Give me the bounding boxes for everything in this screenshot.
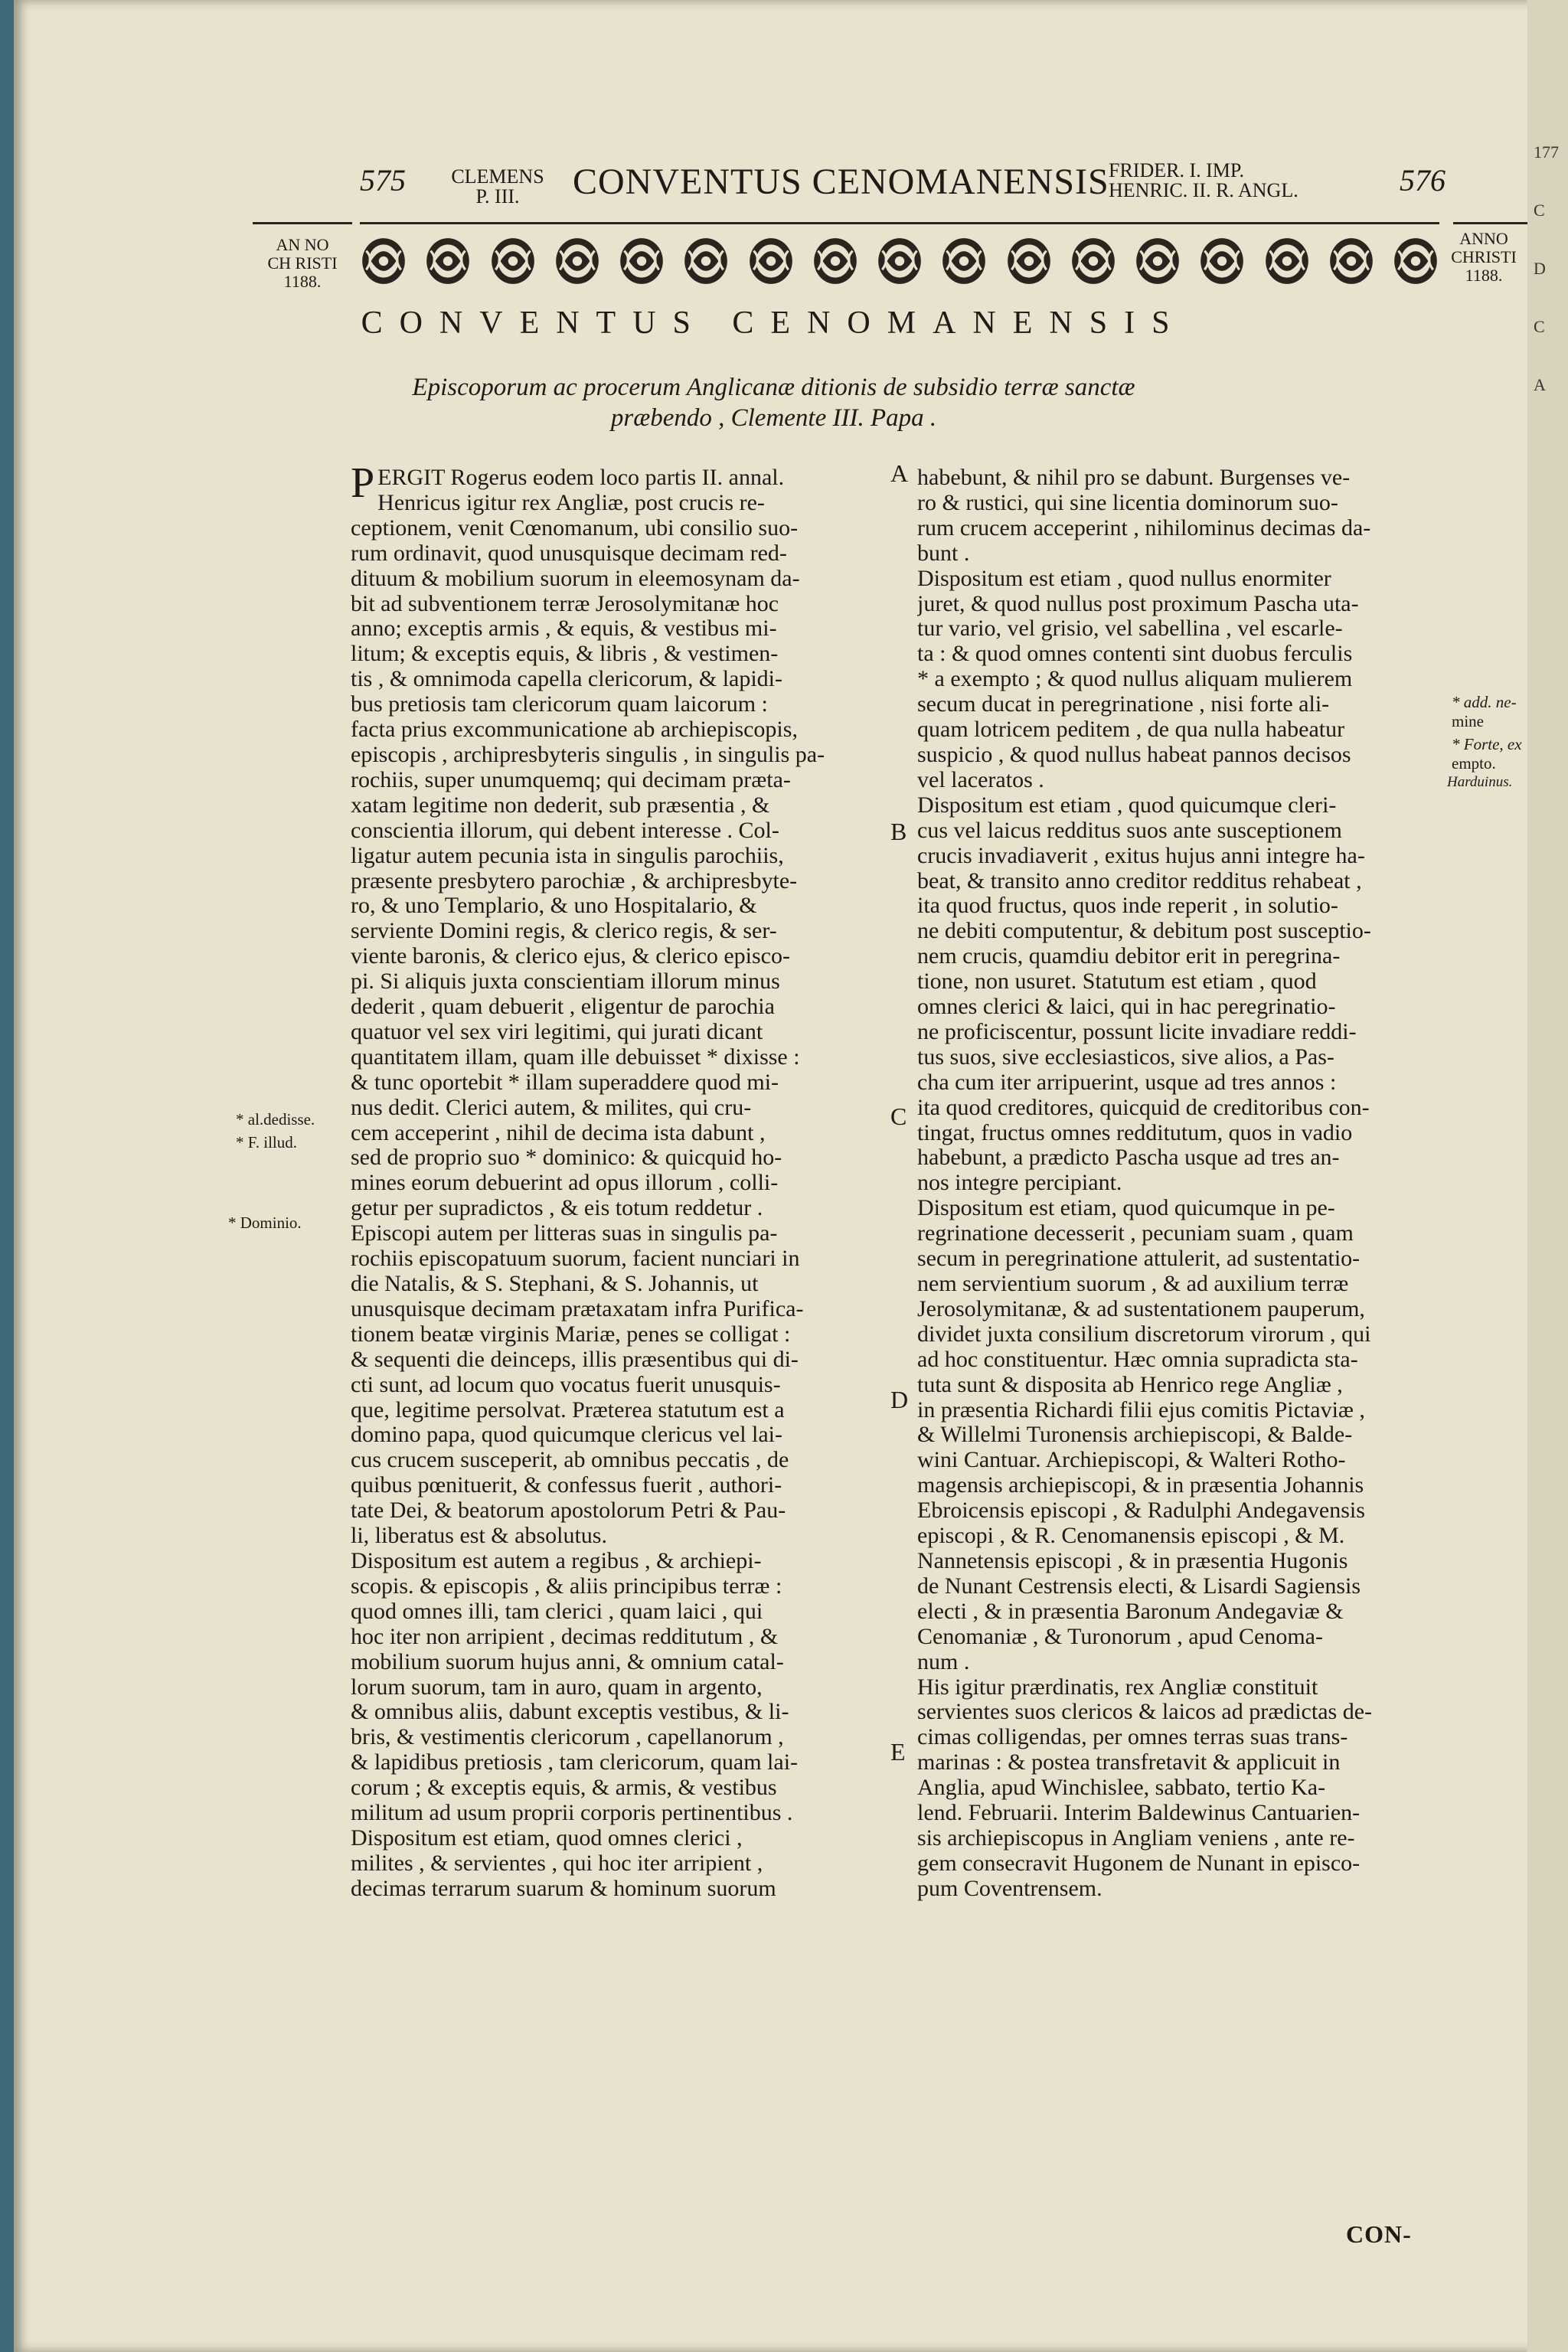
running-head-line: P. III. xyxy=(475,185,520,207)
text-line: rum crucem acceperint , nihilominus decimas da- xyxy=(917,515,1371,541)
text-line: mines eorum debuerint ad opus illorum , colli- xyxy=(351,1171,779,1196)
ornament-icon xyxy=(424,235,472,287)
text-line: rum ordinavit, quod unusquisque decimam red- xyxy=(351,541,787,566)
text-line: conscientia illorum, qui debent interesse . Col- xyxy=(351,818,779,843)
text-line: & tunc oportebit * illam superaddere quod mi- xyxy=(351,1070,779,1095)
section-letter-a: A xyxy=(890,459,909,487)
text-line: nem crucis, quamdiu debitor erit in peregrina- xyxy=(917,944,1341,969)
text-line: xatam legitime non dederit, sub præsentia , & xyxy=(351,792,770,818)
left-page-number: 575 xyxy=(360,163,406,198)
ornament-icon xyxy=(360,235,407,287)
text-line: tur vario, vel grisio, vel sabellina , vel escarle- xyxy=(917,616,1343,642)
text-line: quatuor vel sex viri legitimi, qui jurati dicant xyxy=(351,1019,763,1044)
text-line: servientes suos clericos & laicos ad prædictas de- xyxy=(917,1700,1372,1725)
anno-christi-left xyxy=(253,236,352,291)
text-line: nus dedit. Clerici autem, & milites, qui cru- xyxy=(351,1095,752,1120)
text-line: li, liberatus est & absolutus. xyxy=(351,1524,607,1549)
book-page xyxy=(14,0,1534,2352)
anno-line: 1188. xyxy=(1465,266,1503,285)
text-line: Dispositum est etiam , quod quicumque cleri- xyxy=(917,792,1337,818)
text-line: ne debiti computentur, & debitum post susceptio- xyxy=(917,919,1371,944)
next-page-edge xyxy=(1527,0,1568,2352)
anno-line: AN NO xyxy=(276,235,329,254)
ornament-icon xyxy=(489,235,537,287)
text-line: ta : & quod omnes contenti sint duobus ferculis xyxy=(917,642,1353,667)
margin-note: empto. xyxy=(1452,754,1496,773)
anno-line: 1188. xyxy=(283,272,322,291)
text-line: tingat, fructus omnes redditutum, quos in vadio xyxy=(917,1120,1353,1145)
text-line: anno; exceptis armis , & equis, & vestibus mi- xyxy=(351,616,777,642)
text-line: scopis. & episcopis , & aliis principibus terræ : xyxy=(351,1573,782,1599)
section-letter-d: D xyxy=(890,1386,909,1413)
text-line: Dispositum est etiam, quod omnes clerici , xyxy=(351,1825,743,1851)
text-line: de Nunant Cestrensis electi, & Lisardi Sagiensis xyxy=(917,1573,1361,1599)
ornament-icon xyxy=(682,235,730,287)
text-line: quam lotricem peditem , de qua nulla habeatur xyxy=(917,717,1345,743)
right-page-number: 576 xyxy=(1400,163,1446,198)
subtitle-line: Episcoporum ac procerum Anglicanæ ditionis de subsidio terræ sanctæ xyxy=(412,374,1135,401)
text-line: Episcopi autem per litteras suas in singulis pa- xyxy=(351,1221,778,1246)
ornament-icon xyxy=(1070,235,1117,287)
text-line: cus vel laicus redditus suos ante susceptionem xyxy=(917,818,1342,843)
text-line: domino papa, quod quicumque clericus vel lai- xyxy=(351,1423,783,1448)
text-line: Dispositum est etiam , quod nullus enormiter xyxy=(917,566,1331,591)
text-line: ita quod fructus, quos inde reperit , in solutio- xyxy=(917,893,1338,919)
running-title: CONVENTUS CENOMANENSIS xyxy=(573,162,1109,202)
text-line: His igitur prærdinatis, rex Angliæ constituit xyxy=(917,1674,1318,1700)
text-line: Anglia, apud Winchislee, sabbato, tertio Ka- xyxy=(917,1775,1326,1801)
margin-note: mine xyxy=(1452,712,1484,730)
margin-note: Harduinus. xyxy=(1447,774,1513,790)
left-running-head xyxy=(444,167,551,207)
text-line: beat, & transito anno creditor redditus rehabeat , xyxy=(917,868,1362,893)
anno-line: CH RISTI xyxy=(267,253,338,273)
text-line: ceptionem, venit Cœnomanum, ubi consilio suo- xyxy=(351,515,799,541)
text-line: Cenomaniæ , & Turonorum , apud Cenoma- xyxy=(917,1624,1323,1649)
text-line: tionem beatæ virginis Mariæ, penes se colligat : xyxy=(351,1321,791,1347)
ornament-icon xyxy=(747,235,795,287)
text-line: decimas terrarum suarum & hominum suorum xyxy=(351,1876,776,1901)
right-text-column xyxy=(917,466,1453,1902)
ornament-icon xyxy=(1134,235,1181,287)
rule-left xyxy=(253,222,352,224)
left-text-column xyxy=(351,459,887,1902)
text-line: ita quod creditores, quicquid de creditoribus con- xyxy=(917,1095,1370,1120)
ornament-icon xyxy=(940,235,988,287)
section-letter-e: E xyxy=(890,1738,906,1766)
text-line: ne proficiscentur, possunt licite invadiare reddi- xyxy=(917,1019,1357,1044)
text-line: quod omnes illi, tam clerici , quam laici , qui xyxy=(351,1599,763,1624)
text-line: in præsentia Richardi filii ejus comitis Pictaviæ , xyxy=(917,1397,1365,1423)
text-line: cti sunt, ad locum quo vocatus fuerit unusquis- xyxy=(351,1372,781,1397)
ornament-icon xyxy=(1263,235,1311,287)
text-line: electi , & in præsentia Baronum Andegaviæ & xyxy=(917,1599,1344,1624)
text-line: episcopis , archipresbyteris singulis , in singulis pa- xyxy=(351,742,825,767)
text-line: cha cum iter arripuerint, usque ad tres annos : xyxy=(917,1070,1337,1095)
margin-note: * F. illud. xyxy=(236,1133,298,1152)
text-line: tis , & omnimoda capella clericorum, & lapidi- xyxy=(351,667,783,692)
text-line: hoc iter non arripient , decimas redditutum , & xyxy=(351,1624,779,1649)
text-line: Jerosolymitanæ, & ad sustentationem pauperum, xyxy=(917,1296,1365,1321)
margin-note: * al.dedisse. xyxy=(236,1110,315,1129)
catchword: CON- xyxy=(1346,2220,1412,2248)
text-line: lend. Februarii. Interim Baldewinus Cantuarien- xyxy=(917,1801,1361,1826)
section-letter-b: B xyxy=(890,818,907,845)
text-line: militum ad usum proprii corporis pertinentibus . xyxy=(351,1801,793,1826)
text-line: magensis archiepiscopi, & in præsentia Johannis xyxy=(917,1473,1364,1498)
header-rule xyxy=(360,222,1439,224)
text-line: rochiis episcopatuum suorum, facient nunciari in xyxy=(351,1246,800,1272)
subtitle xyxy=(14,372,1534,433)
text-line: sis archiepiscopus in Angliam veniens , ante re- xyxy=(917,1825,1355,1851)
text-line: milites , & servientes , qui hoc iter arripient , xyxy=(351,1851,763,1876)
text-line: lorum suorum, tam in auro, quam in argento, xyxy=(351,1674,763,1700)
text-line: cem acceperint , nihil de decima ista dabunt , xyxy=(351,1120,766,1145)
text-line: præsente presbytero parochiæ , & archipresbyte- xyxy=(351,868,798,893)
anno-christi-right xyxy=(1442,230,1526,285)
text-line: regrinatione decesserit , pecuniam suam , quam xyxy=(917,1221,1354,1246)
margin-note: * add. ne- xyxy=(1452,693,1517,711)
text-line: & sequenti die deinceps, illis præsentibus qui di- xyxy=(351,1347,799,1372)
text-line: ERGIT Rogerus eodem loco partis II. annal. xyxy=(377,466,785,490)
text-line: dituum & mobilium suorum in eleemosynam da- xyxy=(351,566,800,591)
ornament-icon xyxy=(1198,235,1246,287)
section-letter-c: C xyxy=(890,1102,907,1130)
text-line: unusquisque decimam prætaxatam infra Purifica- xyxy=(351,1296,804,1321)
text-line: ad hoc constituentur. Hæc omnia supradicta sta- xyxy=(917,1347,1358,1372)
right-running-head xyxy=(1109,161,1354,201)
text-line: dividet juxta consilium discretorum virorum , qui xyxy=(917,1321,1371,1347)
text-line: habebunt, a prædicto Pascha usque ad tres an- xyxy=(917,1145,1340,1171)
text-line: quantitatem illam, quam ille debuisset * dixisse : xyxy=(351,1044,800,1070)
text-line: tus suos, sive ecclesiasticos, sive alios, a Pas- xyxy=(917,1044,1334,1070)
ornament-icon xyxy=(554,235,601,287)
text-line: litum; & exceptis equis, & libris , & vestimen- xyxy=(351,642,779,667)
text-line: getur per supradictos , & eis totum reddetur . xyxy=(351,1196,763,1221)
text-line: * a exempto ; & quod nullus aliquam mulierem xyxy=(917,667,1353,692)
text-line: secum in peregrinatione attulerit, ad sustentatio- xyxy=(917,1246,1361,1272)
text-line: pum Coventrensem. xyxy=(917,1876,1102,1901)
rule-right xyxy=(1453,222,1530,224)
ornament-icon xyxy=(618,235,665,287)
text-line: pi. Si aliquis juxta conscientiam illorum minus xyxy=(351,969,780,995)
ornament-band xyxy=(360,228,1439,294)
text-line: crucis invadiaverit , exitus hujus anni integre ha- xyxy=(917,843,1365,868)
ornament-icon xyxy=(876,235,923,287)
text-line: quibus pœnituerit, & confessus fuerit , authori- xyxy=(351,1473,782,1498)
running-head-line: CLEMENS xyxy=(451,165,544,188)
text-line: & Willelmi Turonensis archiepiscopi, & Balde- xyxy=(917,1423,1353,1448)
text-line: secum ducat in peregrinatione , nisi forte ali- xyxy=(917,692,1330,717)
text-line: rochiis, super unumquemq; qui decimam præta- xyxy=(351,767,791,792)
text-line: tate Dei, & beatorum apostolorum Petri & Pau- xyxy=(351,1498,786,1524)
text-line: cus crucem susceperit, ab omnibus peccatis , de xyxy=(351,1448,789,1473)
text-line: bit ad subventionem terræ Jerosolymitanæ hoc xyxy=(351,591,779,616)
ornament-icon xyxy=(1328,235,1375,287)
text-line: sed de proprio suo * dominico: & quicquid ho- xyxy=(351,1145,782,1171)
text-line: Ebroicensis episcopi , & Radulphi Andegavensis xyxy=(917,1498,1365,1524)
next-page-fragment: 177 C D C A xyxy=(1534,142,1559,394)
text-line: episcopi , & R. Cenomanensis episcopi , & M. xyxy=(917,1524,1345,1549)
text-line: gem consecravit Hugonem de Nunant in episco- xyxy=(917,1851,1361,1876)
ornament-icon xyxy=(812,235,859,287)
text-line: Nannetensis episcopi , & in præsentia Hugonis xyxy=(917,1548,1348,1573)
margin-note: * Forte, ex xyxy=(1452,735,1522,753)
text-line: dederit , quam debuerit , eligentur de parochia xyxy=(351,995,775,1020)
text-line: mobilium suorum hujus anni, & omnium catal- xyxy=(351,1649,784,1674)
text-line: marinas : & postea transfretavit & applicuit in xyxy=(917,1750,1341,1775)
text-line: bus pretiosis tam clericorum quam laicorum : xyxy=(351,692,768,717)
text-line: serviente Domini regis, & clerico regis, & ser- xyxy=(351,919,777,944)
text-line: ro & rustici, qui sine licentia dominorum suo- xyxy=(917,490,1338,515)
text-line: juret, & quod nullus post proximum Pascha uta- xyxy=(917,591,1359,616)
text-line: bunt . xyxy=(917,541,970,566)
text-line: facta prius excommunicatione ab archiepiscopis, xyxy=(351,717,798,743)
text-line: ligatur autem pecunia ista in singulis parochiis, xyxy=(351,843,784,868)
text-line: Henricus igitur rex Angliæ, post crucis re- xyxy=(377,490,765,515)
text-line: nos integre percipiant. xyxy=(917,1171,1122,1196)
text-line: habebunt, & nihil pro se dabunt. Burgenses ve- xyxy=(917,466,1351,490)
text-line: num . xyxy=(917,1649,970,1674)
anno-line: CHRISTI xyxy=(1451,247,1517,266)
text-line: ro, & uno Templario, & uno Hospitalario, & xyxy=(351,893,757,919)
text-line: viente baronis, & clerico ejus, & clerico episco- xyxy=(351,944,790,969)
margin-note: * Dominio. xyxy=(228,1214,302,1232)
text-line: corum ; & exceptis equis, & armis, & vestibus xyxy=(351,1775,777,1801)
text-line: omnes clerici & laici, qui in hac peregrinatio- xyxy=(917,995,1336,1020)
anno-line: ANNO xyxy=(1459,229,1508,248)
text-line: vel laceratos . xyxy=(917,767,1044,792)
page-header xyxy=(14,153,1534,222)
text-line: Dispositum est etiam, quod quicumque in pe- xyxy=(917,1196,1335,1221)
running-head-line: FRIDER. I. IMP. xyxy=(1109,159,1244,181)
text-line: & lapidibus pretiosis , tam clericorum, quam lai- xyxy=(351,1750,799,1775)
text-line: wini Cantuar. Archiepiscopi, & Walteri Rotho- xyxy=(917,1448,1346,1473)
text-line: die Natalis, & S. Stephani, & S. Johannis, ut xyxy=(351,1272,759,1296)
text-line: Dispositum est autem a regibus , & archiepi- xyxy=(351,1548,762,1573)
subtitle-line: præbendo , Clemente III. Papa . xyxy=(610,404,937,432)
ornament-icon xyxy=(1392,235,1439,287)
text-line: tuta sunt & disposita ab Henrico rege Angliæ , xyxy=(917,1372,1343,1397)
text-line: suspicio , & quod nullus habeat pannos decisos xyxy=(917,742,1351,767)
text-line: cimas colligendas, per omnes terras suas trans- xyxy=(917,1725,1348,1750)
drop-cap: P xyxy=(351,459,375,507)
main-title: CONVENTUS CENOMANENSIS xyxy=(361,305,1187,341)
text-line: nem servientium suorum , & ad auxilium terræ xyxy=(917,1272,1349,1296)
text-line: & omnibus aliis, dabunt exceptis vestibus, & li- xyxy=(351,1700,789,1725)
text-line: tione, non usuret. Statutum est etiam , quod xyxy=(917,969,1317,995)
text-line: que, legitime persolvat. Præterea statutum est a xyxy=(351,1397,785,1423)
text-line: bris, & vestimentis clericorum , capellanorum , xyxy=(351,1725,784,1750)
ornament-icon xyxy=(1005,235,1053,287)
running-head-line: HENRIC. II. R. ANGL. xyxy=(1109,179,1298,201)
